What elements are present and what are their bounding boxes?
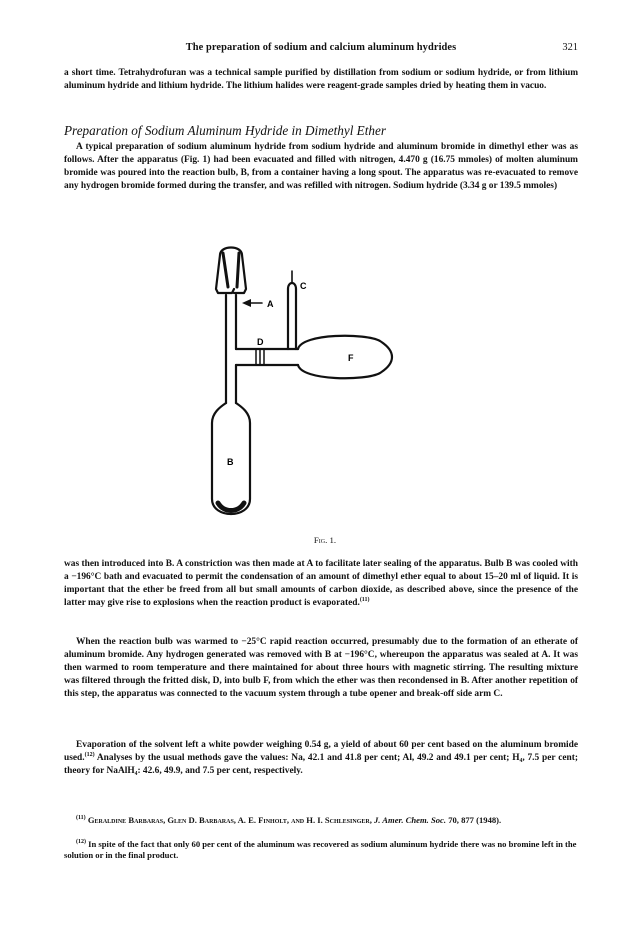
- label-f: F: [348, 353, 354, 363]
- label-b: B: [227, 457, 234, 467]
- intro-text: a short time. Tetrahydrofuran was a technical sample purified by distillation from sodium or sodium hydride, or from lithium aluminum hydride and lithium hydride. The lithium halides were reagent-grade samples dried by heating them in vacuo.: [64, 68, 578, 91]
- figure-caption: Fig. 1.: [313, 535, 337, 545]
- paragraph-1-text: A typical preparation of sodium aluminum hydride from sodium hydride and aluminum bromide in dimethyl ether was as follows. After the apparatus (Fig. 1) had been evacuated and filled with nitrogen, 4.470 g (16.75 mmoles) of molten aluminum bromide was poured into the reaction bulb, B, from a container having a long spout. The apparatus was re-evacuated to remove any hydrogen bromide formed during the transfer, and was refilled with nitrogen. Sodium hydride (3.34 g or 139.5 mmoles): [64, 142, 578, 191]
- footnote-12-mark: (12): [76, 839, 86, 846]
- footnote-12-text: In spite of the fact that only 60 per cent of the aluminum was recovered as sodium aluminum hydride there was no bromine left in the solution or in the final product.: [64, 839, 577, 861]
- label-a: A: [267, 299, 274, 309]
- apparatus-diagram: [190, 237, 430, 527]
- paragraph-4-text-b: Analyses by the usual methods gave the values: Na, 42.1 and 41.8 per cent; Al, 49.2 and 49.1 per cent; H₄, 7.5 per cent; theory for NaAlH₄: 42.6, 49.9, and 7.5 per cent, respectively.: [64, 752, 578, 776]
- footnote-11-mark: (11): [76, 815, 86, 822]
- footnote-11: [64, 815, 578, 826]
- label-c: C: [300, 281, 307, 291]
- page-number: 321: [562, 42, 578, 53]
- footnote-11-authors: Geraldine Barbaras, Glen D. Barbaras, A. E. Finholt, and H. I. Schlesinger,: [87, 815, 372, 825]
- ref-12: (12): [84, 751, 95, 758]
- arrow-a-head: [242, 299, 251, 307]
- paragraph-2: [64, 558, 578, 610]
- footnote-11-journal: J. Amer. Chem. Soc.: [374, 815, 447, 825]
- intro-paragraph: [64, 67, 578, 93]
- paragraph-4-text-a: Evaporation of the solvent left a white powder weighing 0.54 g, a yield of about 60 per cent based on the aluminum bromide used.: [64, 740, 578, 763]
- frit-d: [256, 349, 264, 365]
- section-heading: Preparation of Sodium Aluminum Hydride in Dimethyl Ether: [64, 123, 386, 138]
- apparatus-figure: [190, 237, 430, 527]
- footnote-12: [64, 839, 578, 862]
- running-title: The preparation of sodium and calcium aluminum hydrides: [185, 42, 457, 53]
- footnote-11-rest: 70, 877 (1948).: [448, 815, 502, 825]
- bulb-f: [298, 336, 392, 379]
- paragraph-3: [64, 636, 578, 701]
- stir-bar: [218, 503, 244, 511]
- paragraph-3-text: When the reaction bulb was warmed to −25°C rapid reaction occurred, presumably due to the formation of an etherate of aluminum bromide. Any hydrogen generated was removed with B at −196°C, whereupon the apparatus was sealed at A. It was then warmed to room temperature and there maintained for about three hours with magnetic stirring. The resulting mixture was filtered through the fritted disk, D, into bulb F, from which the ether was then recondensed in B. After another repetition of this step, the apparatus was connected to the vacuum system through a tube opener and break-off side arm C.: [64, 637, 578, 699]
- paragraph-4: [64, 739, 578, 778]
- paragraph-2-text: was then introduced into B. A constriction was then made at A to facilitate later sealing of the apparatus. Bulb B was cooled with a −196°C bath and evacuated to permit the condensation of an amount of dimethyl ether equal to about 15–20 ml of liquid. It is important that the ether be freed from all but small amounts of carbon dioxide, as described above, since the presence of the latter may give rise to explosions when the reaction product is evaporated.: [64, 559, 578, 608]
- label-d: D: [257, 337, 264, 347]
- arm-c-tip: [288, 283, 296, 289]
- ref-11: (11): [359, 596, 370, 603]
- paragraph-1: [64, 141, 578, 193]
